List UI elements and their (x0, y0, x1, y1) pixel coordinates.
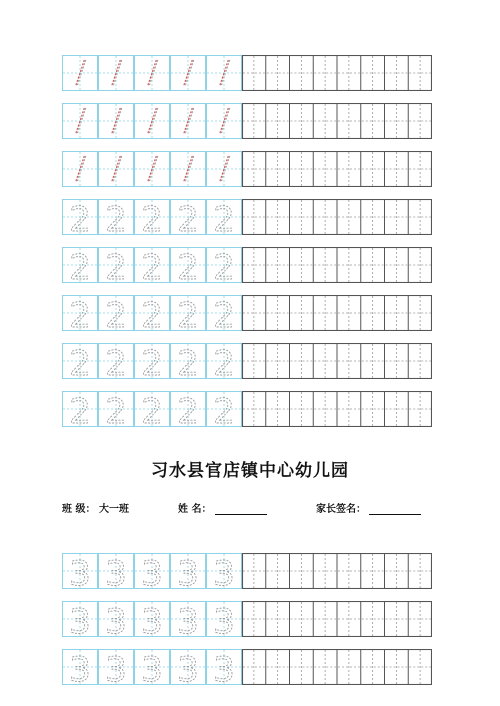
trace-glyph: 2 (141, 248, 163, 283)
trace-glyph: 2 (213, 392, 235, 427)
practice-cell[interactable] (362, 296, 384, 330)
trace-glyph: 2 (213, 248, 235, 283)
trace-cell[interactable] (207, 392, 242, 428)
practice-cell[interactable] (243, 554, 265, 588)
trace-cell[interactable] (99, 602, 134, 638)
parent-signature-label: 家长签名： (316, 504, 366, 515)
practice-row-grid (62, 391, 432, 427)
practice-cell[interactable] (362, 392, 384, 426)
trace-cell[interactable] (171, 554, 206, 590)
trace-cell[interactable] (207, 554, 242, 590)
trace-glyph: 2 (69, 200, 91, 235)
practice-cell[interactable] (409, 296, 431, 330)
trace-cell[interactable] (99, 392, 134, 428)
trace-cell[interactable] (135, 344, 170, 380)
practice-row (62, 55, 432, 91)
name-label: 姓 名： (178, 504, 212, 515)
practice-cell[interactable] (409, 200, 431, 234)
practice-cell[interactable] (338, 554, 360, 588)
practice-cell[interactable] (338, 248, 360, 282)
trace-glyph: 2 (177, 296, 199, 331)
trace-cell[interactable] (135, 650, 170, 686)
trace-glyph: 3 (141, 602, 163, 637)
practice-cell[interactable] (386, 296, 408, 330)
practice-cell[interactable] (314, 104, 336, 138)
practice-cell[interactable] (314, 344, 336, 378)
practice-cell[interactable] (386, 248, 408, 282)
practice-cell[interactable] (267, 152, 289, 186)
practice-row-grid (62, 151, 432, 187)
practice-cell[interactable] (386, 392, 408, 426)
practice-cell[interactable] (338, 650, 360, 684)
practice-cell[interactable] (267, 104, 289, 138)
practice-cell[interactable] (243, 344, 265, 378)
trace-cell[interactable] (171, 344, 206, 380)
practice-cell[interactable] (386, 602, 408, 636)
practice-cell[interactable] (314, 200, 336, 234)
practice-cell[interactable] (243, 248, 265, 282)
trace-glyph: 3 (177, 650, 199, 685)
trace-glyph: 2 (177, 200, 199, 235)
trace-glyph: 3 (177, 554, 199, 589)
practice-cell[interactable] (243, 602, 265, 636)
practice-cell[interactable] (267, 200, 289, 234)
practice-cell[interactable] (243, 200, 265, 234)
trace-cell[interactable] (171, 296, 206, 332)
trace-cell[interactable] (135, 248, 170, 284)
trace-cell[interactable] (63, 200, 98, 236)
practice-row-grid (62, 601, 432, 637)
trace-glyph: 3 (213, 650, 235, 685)
trace-cell[interactable] (207, 602, 242, 638)
trace-cell[interactable] (63, 602, 98, 638)
practice-row (62, 601, 432, 637)
name-info (178, 500, 267, 515)
practice-cell[interactable] (362, 56, 384, 90)
practice-cell[interactable] (267, 602, 289, 636)
practice-cell[interactable] (409, 650, 431, 684)
trace-cell[interactable] (99, 296, 134, 332)
practice-cell[interactable] (291, 602, 313, 636)
trace-cell[interactable] (63, 344, 98, 380)
practice-cell[interactable] (362, 248, 384, 282)
trace-glyph: 2 (69, 392, 91, 427)
practice-cell[interactable] (362, 200, 384, 234)
trace-glyph: 3 (141, 650, 163, 685)
practice-cell[interactable] (314, 296, 336, 330)
practice-row-grid (62, 247, 432, 283)
trace-glyph: 2 (105, 248, 127, 283)
trace-cell[interactable] (207, 200, 242, 236)
practice-cell[interactable] (243, 392, 265, 426)
trace-cell[interactable] (207, 248, 242, 284)
trace-cell[interactable] (99, 104, 134, 139)
practice-row-grid (62, 103, 432, 139)
practice-cell[interactable] (267, 650, 289, 684)
trace-cell[interactable] (135, 554, 170, 590)
trace-cell[interactable] (99, 650, 134, 686)
practice-cell[interactable] (267, 56, 289, 90)
practice-cell[interactable] (291, 650, 313, 684)
practice-cell[interactable] (386, 152, 408, 186)
trace-cell[interactable] (171, 104, 206, 139)
trace-cell[interactable] (171, 152, 206, 187)
trace-glyph: 3 (69, 602, 91, 637)
trace-cell[interactable] (63, 650, 98, 686)
trace-glyph: 2 (105, 200, 127, 235)
practice-cell[interactable] (314, 650, 336, 684)
trace-glyph: 3 (141, 554, 163, 589)
trace-cell[interactable] (171, 602, 206, 638)
practice-cell[interactable] (314, 602, 336, 636)
practice-row (62, 199, 432, 235)
parent-signature-blank-line[interactable] (369, 504, 421, 515)
practice-cell[interactable] (291, 296, 313, 330)
trace-cell[interactable] (207, 650, 242, 686)
practice-cell[interactable] (243, 104, 265, 138)
practice-cell[interactable] (291, 104, 313, 138)
trace-glyph: 2 (69, 248, 91, 283)
practice-cell[interactable] (243, 650, 265, 684)
practice-cell[interactable] (314, 554, 336, 588)
trace-cell[interactable] (135, 104, 170, 139)
practice-row-grid (62, 55, 432, 91)
practice-row-grid (62, 295, 432, 331)
practice-cell[interactable] (338, 152, 360, 186)
practice-cell[interactable] (362, 344, 384, 378)
practice-cell[interactable] (267, 296, 289, 330)
practice-cell[interactable] (291, 56, 313, 90)
practice-cell[interactable] (243, 152, 265, 186)
practice-cell[interactable] (362, 650, 384, 684)
practice-cell[interactable] (409, 248, 431, 282)
practice-row-grid (62, 649, 432, 685)
practice-row-grid (62, 553, 432, 589)
practice-cell[interactable] (409, 56, 431, 90)
trace-cell[interactable] (207, 56, 242, 91)
practice-cell[interactable] (291, 554, 313, 588)
trace-glyph: 2 (105, 392, 127, 427)
trace-glyph: 2 (213, 200, 235, 235)
practice-cell[interactable] (338, 200, 360, 234)
practice-cell[interactable] (409, 104, 431, 138)
trace-cell[interactable] (135, 602, 170, 638)
class-value: 大一班 (98, 504, 129, 515)
practice-cell[interactable] (338, 56, 360, 90)
practice-cell[interactable] (338, 344, 360, 378)
class-info (62, 500, 129, 515)
name-blank-line[interactable] (215, 504, 267, 515)
trace-cell[interactable] (171, 56, 206, 91)
trace-cell[interactable] (99, 554, 134, 590)
practice-cell[interactable] (314, 56, 336, 90)
practice-row (62, 649, 432, 685)
trace-cell[interactable] (99, 248, 134, 284)
practice-cell[interactable] (314, 152, 336, 186)
trace-cell[interactable] (99, 56, 134, 91)
practice-cell[interactable] (362, 554, 384, 588)
practice-cell[interactable] (267, 248, 289, 282)
practice-cell[interactable] (291, 392, 313, 426)
practice-cell[interactable] (267, 554, 289, 588)
practice-cell[interactable] (338, 602, 360, 636)
trace-cell[interactable] (171, 392, 206, 428)
practice-row (62, 295, 432, 331)
practice-row (62, 391, 432, 427)
practice-cell[interactable] (314, 392, 336, 426)
practice-cell[interactable] (267, 392, 289, 426)
trace-cell[interactable] (63, 296, 98, 332)
trace-cell[interactable] (171, 650, 206, 686)
trace-cell[interactable] (63, 56, 98, 91)
practice-cell[interactable] (291, 344, 313, 378)
trace-cell[interactable] (135, 152, 170, 187)
practice-cell[interactable] (362, 152, 384, 186)
trace-glyph: 2 (141, 344, 163, 379)
trace-glyph: 3 (177, 602, 199, 637)
practice-cell[interactable] (243, 56, 265, 90)
practice-cell[interactable] (243, 296, 265, 330)
trace-cell[interactable] (207, 152, 242, 187)
trace-cell[interactable] (63, 104, 98, 139)
trace-glyph: 2 (69, 344, 91, 379)
practice-cell[interactable] (409, 392, 431, 426)
trace-glyph: 2 (141, 392, 163, 427)
trace-glyph: 2 (141, 296, 163, 331)
practice-cell[interactable] (386, 56, 408, 90)
practice-cell[interactable] (386, 650, 408, 684)
trace-glyph: 3 (105, 602, 127, 637)
parent-info (316, 500, 421, 515)
trace-cell[interactable] (207, 296, 242, 332)
trace-cell[interactable] (207, 104, 242, 139)
practice-row-grid (62, 343, 432, 379)
practice-row-grid (62, 199, 432, 235)
trace-cell[interactable] (135, 296, 170, 332)
practice-cell[interactable] (338, 392, 360, 426)
trace-glyph: 3 (69, 554, 91, 589)
practice-cell[interactable] (409, 602, 431, 636)
trace-cell[interactable] (135, 56, 170, 91)
practice-cell[interactable] (386, 104, 408, 138)
practice-row (62, 247, 432, 283)
trace-cell[interactable] (207, 344, 242, 380)
practice-cell[interactable] (291, 248, 313, 282)
trace-cell[interactable] (99, 152, 134, 187)
practice-cell[interactable] (338, 296, 360, 330)
practice-row (62, 343, 432, 379)
trace-cell[interactable] (63, 152, 98, 187)
trace-cell[interactable] (171, 200, 206, 236)
trace-cell[interactable] (99, 344, 134, 380)
trace-glyph: 3 (213, 554, 235, 589)
trace-glyph: 2 (177, 392, 199, 427)
practice-cell[interactable] (291, 200, 313, 234)
practice-cell[interactable] (362, 602, 384, 636)
trace-glyph: 2 (177, 344, 199, 379)
practice-cell[interactable] (386, 200, 408, 234)
trace-glyph: 2 (177, 248, 199, 283)
practice-cell[interactable] (409, 344, 431, 378)
trace-cell[interactable] (99, 200, 134, 236)
practice-cell[interactable] (362, 104, 384, 138)
practice-cell[interactable] (267, 344, 289, 378)
practice-cell[interactable] (291, 152, 313, 186)
trace-cell[interactable] (135, 200, 170, 236)
trace-glyph: 2 (141, 200, 163, 235)
practice-cell[interactable] (409, 554, 431, 588)
trace-glyph: 3 (105, 650, 127, 685)
trace-glyph: 3 (105, 554, 127, 589)
trace-glyph: 2 (69, 296, 91, 331)
practice-cell[interactable] (386, 344, 408, 378)
trace-cell[interactable] (63, 392, 98, 428)
practice-cell[interactable] (409, 152, 431, 186)
trace-cell[interactable] (135, 392, 170, 428)
practice-row (62, 103, 432, 139)
trace-glyph: 3 (213, 602, 235, 637)
practice-row (62, 151, 432, 187)
trace-glyph: 2 (213, 296, 235, 331)
practice-cell[interactable] (338, 104, 360, 138)
practice-cell[interactable] (386, 554, 408, 588)
trace-cell[interactable] (171, 248, 206, 284)
trace-cell[interactable] (63, 248, 98, 284)
class-label: 班 级： (62, 504, 96, 515)
school-title: 习水县官店镇中心幼儿园 (151, 461, 349, 481)
trace-glyph: 2 (105, 296, 127, 331)
trace-glyph: 2 (105, 344, 127, 379)
trace-glyph: 3 (69, 650, 91, 685)
trace-cell[interactable] (63, 554, 98, 590)
trace-glyph: 2 (213, 344, 235, 379)
practice-cell[interactable] (314, 248, 336, 282)
practice-row (62, 553, 432, 589)
